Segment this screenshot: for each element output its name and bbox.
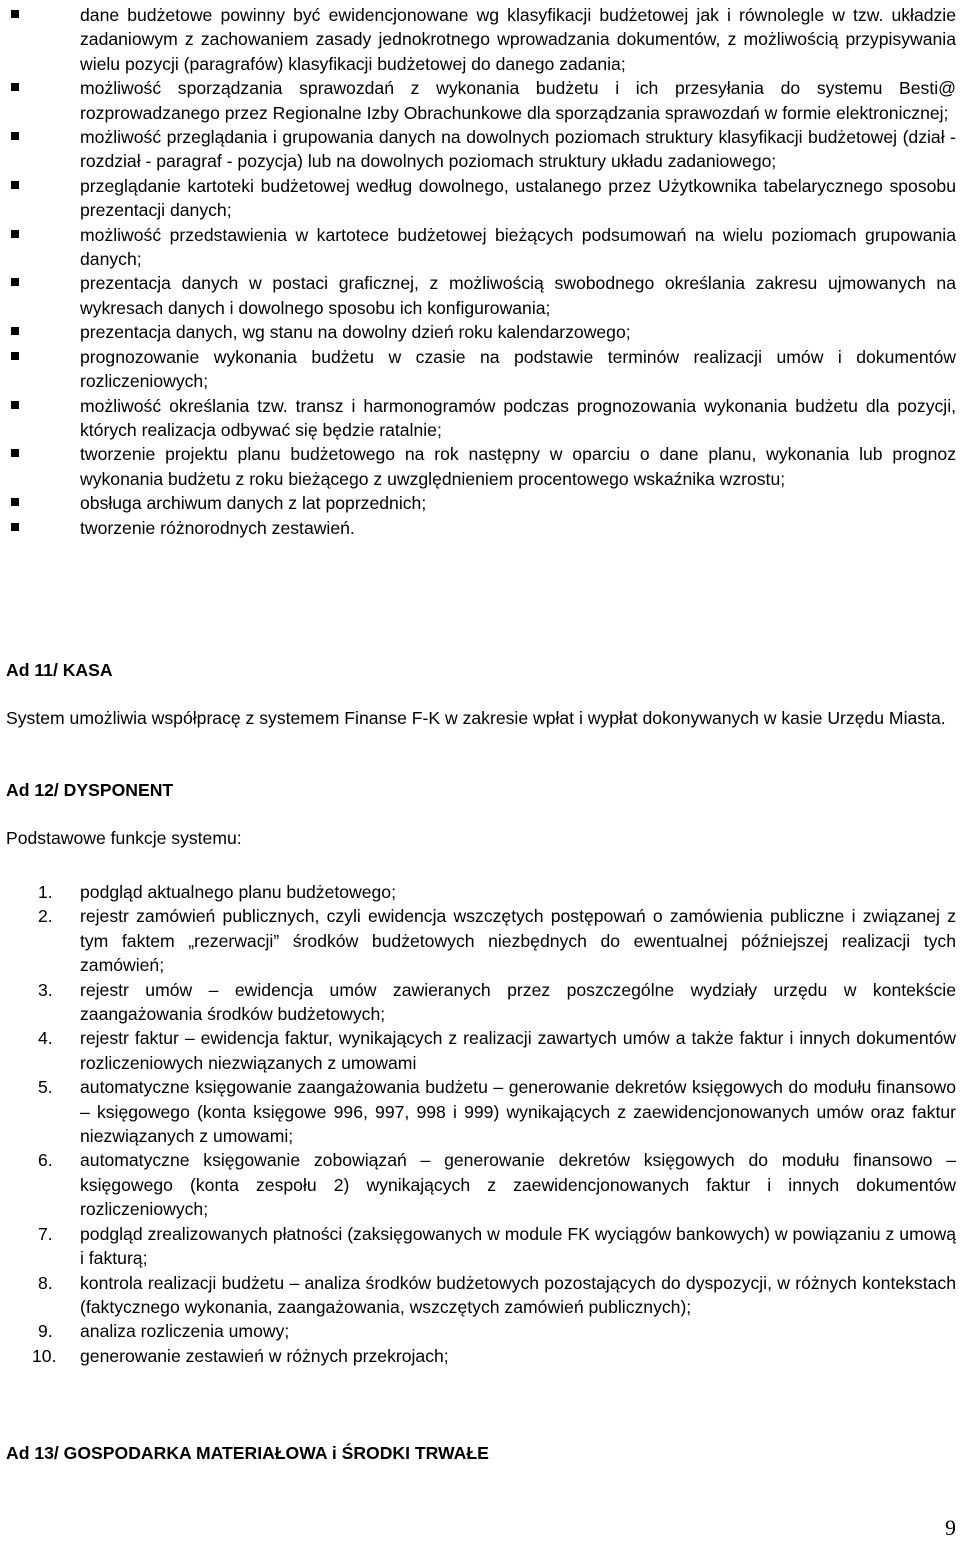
item-text: podgląd zrealizowanych płatności (zaksięgowanych w module FK wyciągów bankowych) w powiązaniu z umową i fakturą; — [80, 1223, 956, 1269]
item-number: 2. — [38, 906, 53, 927]
list-item: możliwość określania tzw. transz i harmonogramów podczas prognozowania wykonania budżetu dla pozycji, których realizacja odbywać się będzie ratalnie; — [6, 394, 956, 443]
item-number: 6. — [38, 1150, 53, 1171]
page-number: 9 — [945, 1515, 956, 1540]
list-item: tworzenie projektu planu budżetowego na rok następny w oparciu o dane planu, wykonania lub prognoz wykonania budżetu z roku bieżącego z uwzględnieniem procentowego wskaźnika wzrostu; — [6, 442, 956, 491]
item-text: rejestr faktur – ewidencja faktur, wynikających z realizacji zawartych umów a także faktur i innych dokumentów rozliczeniowych niezwiązanych z umowami — [80, 1028, 956, 1073]
list-item — [6, 1148, 956, 1221]
item-number: 5. — [38, 1077, 53, 1098]
list-item — [6, 978, 956, 1027]
item-text: rejestr zamówień publicznych, czyli ewidencja wszczętych postępowań o zamówienia publiczne i związanej z tym faktem „rezerwacji” środków budżetowych niezbędnych do ewentualnej późniejszej realizacji tych zamówień; — [80, 906, 956, 976]
kasa-paragraph: System umożliwia współpracę z systemem Finanse F-K w zakresie wpłat i wypłat dokonywanych w kasie Urzędu Miasta. — [6, 708, 946, 728]
section-heading-kasa: Ad 11/ KASA — [6, 660, 113, 680]
list-item: możliwość sporządzania sprawozdań z wykonania budżetu i ich przesyłania do systemu Besti@ rozprowadzanego przez Regionalne Izby Obrachunkowe dla sporządzania sprawozdań w formie elektronicznej; — [6, 76, 956, 125]
list-item — [6, 1344, 956, 1368]
list-item — [6, 1319, 956, 1343]
item-text: rejestr umów – ewidencja umów zawieranych przez poszczególne wydziały urzędu w kontekście zaangażowania środków budżetowych; — [80, 979, 956, 1025]
item-text: podgląd aktualnego planu budżetowego; — [80, 882, 396, 902]
list-item — [6, 1222, 956, 1271]
dysponent-function-list — [6, 880, 956, 1368]
item-number: 7. — [38, 1223, 53, 1244]
list-item: obsługa archiwum danych z lat poprzednich; — [6, 491, 956, 515]
item-number: 4. — [38, 1028, 53, 1049]
list-item: przeglądanie kartoteki budżetowej według dowolnego, ustalanego przez Użytkownika tabelarycznego sposobu prezentacji danych; — [6, 174, 956, 223]
list-item: możliwość przeglądania i grupowania danych na dowolnych poziomach struktury klasyfikacji budżetowej (dział - rozdział - paragraf - pozycja) lub na dowolnych poziomach struktury układu zadaniowego; — [6, 125, 956, 174]
list-item: dane budżetowe powinny być ewidencjonowane wg klasyfikacji budżetowej jak i równolegle w tzw. układzie zadaniowym z zachowaniem zasady jednokrotnego wprowadzania dokumentów, z możliwością przypisywania wielu pozycji (paragrafów) klasyfikacji budżetowej do danego zadania; — [6, 3, 956, 76]
list-item: prezentacja danych, wg stanu na dowolny dzień roku kalendarzowego; — [6, 320, 956, 344]
item-number: 8. — [38, 1272, 53, 1293]
feature-bullet-list — [6, 3, 956, 540]
item-number: 10. — [32, 1345, 57, 1366]
list-item — [6, 880, 956, 904]
list-item — [6, 1026, 956, 1075]
list-item — [6, 1271, 956, 1320]
item-number: 1. — [38, 882, 53, 902]
list-item — [6, 904, 956, 977]
item-text: automatyczne księgowanie zobowiązań – generowanie dekretów księgowych do modułu finansowo – księgowego (konta zespołu 2) wynikających z zaewidencjonowanych faktur i innych dokumentów rozliczeniowych; — [80, 1150, 956, 1220]
item-number: 3. — [38, 979, 53, 1000]
item-text: generowanie zestawień w różnych przekrojach; — [80, 1345, 449, 1366]
item-text: automatyczne księgowanie zaangażowania budżetu – generowanie dekretów księgowych do modułu finansowo – księgowego (konta księgowe 996, 997, 998 i 999) wynikających z zaewidencjonowanych umów oraz faktur niezwiązanych z umowami; — [80, 1077, 956, 1147]
list-item: tworzenie różnorodnych zestawień. — [6, 516, 956, 540]
item-number: 9. — [38, 1321, 53, 1342]
item-text: kontrola realizacji budżetu – analiza środków budżetowych pozostających do dyspozycji, w różnych kontekstach (faktycznego wykonania, zaangażowania, wszczętych zamówień publicznych); — [80, 1272, 956, 1317]
list-item — [6, 1075, 956, 1148]
item-text: analiza rozliczenia umowy; — [80, 1321, 290, 1342]
dysponent-intro: Podstawowe funkcje systemu: — [6, 828, 242, 848]
list-item: możliwość przedstawienia w kartotece budżetowej bieżących podsumowań na wielu poziomach grupowania danych; — [6, 223, 956, 272]
section-heading-dysponent: Ad 12/ DYSPONENT — [6, 780, 174, 800]
list-item: prognozowanie wykonania budżetu w czasie na podstawie terminów realizacji umów i dokumentów rozliczeniowych; — [6, 345, 956, 394]
section-heading-gospodarka: Ad 13/ GOSPODARKA MATERIAŁOWA i ŚRODKI TRWAŁE — [6, 1443, 489, 1463]
list-item: prezentacja danych w postaci graficznej, z możliwością swobodnego określania zakresu ujmowanych na wykresach danych i dowolnego sposobu ich konfigurowania; — [6, 271, 956, 320]
